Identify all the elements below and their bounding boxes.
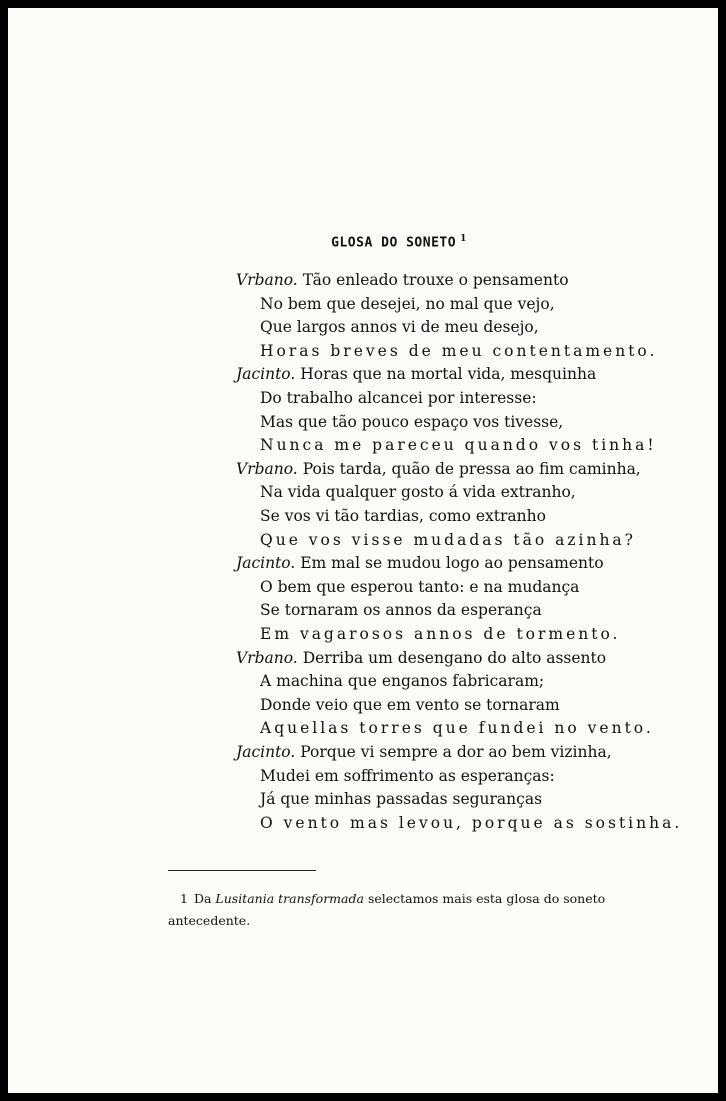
poem-line xyxy=(260,341,657,361)
verse-text: Mas que tão pouco espaço vos tivesse, xyxy=(260,412,564,431)
verse-text: Em mal se mudou logo ao pensamento xyxy=(300,554,604,573)
verse-text: Se tornaram os annos da esperança xyxy=(260,601,542,620)
footnote-rule xyxy=(168,870,316,871)
verse-text: Pois tarda, quão de pressa ao fim caminha, xyxy=(302,459,641,478)
poem-line xyxy=(260,388,537,408)
poem-line xyxy=(260,435,657,455)
poem-line xyxy=(236,742,612,762)
poem-line xyxy=(236,270,569,290)
verse-text: Aquellas torres que fundei no vento. xyxy=(260,719,654,738)
poem-line xyxy=(260,600,542,620)
verse-text: Horas breves de meu contentamento. xyxy=(260,341,658,360)
poem-line xyxy=(260,412,563,432)
poem-line xyxy=(236,553,604,573)
verse-text: Que largos annos vi de meu desejo, xyxy=(260,318,539,337)
footnote-work-title: Lusitania transformada xyxy=(215,891,364,906)
verse-text: Tão enleado trouxe o pensamento xyxy=(302,271,569,289)
verse-text: Na vida qualquer gosto á vida extranho, xyxy=(260,483,576,502)
speaker-name: Vrbano. xyxy=(236,271,298,289)
poem-line xyxy=(260,294,555,314)
page-title xyxy=(44,234,718,250)
verse-text: A machina que enganos fabricaram; xyxy=(260,672,545,691)
verse-text: No bem que desejei, no mal que vejo, xyxy=(260,294,555,313)
footnote-marker: 1 xyxy=(180,891,188,906)
speaker-name: Jacinto. xyxy=(236,743,296,761)
verse-text: Porque vi sempre a dor ao bem vizinha, xyxy=(300,743,612,761)
speaker-name: Vrbano. xyxy=(236,648,298,667)
poem-line xyxy=(260,530,636,550)
poem-line xyxy=(236,364,596,384)
verse-text: Derriba um desengano do alto assento xyxy=(302,648,607,667)
verse-text: Se vos vi tão tardias, como extranho xyxy=(260,507,546,525)
poem-line xyxy=(260,317,539,337)
poem-line xyxy=(260,624,621,644)
book-page xyxy=(8,8,718,1093)
poem-line xyxy=(260,577,579,597)
speaker-name: Jacinto. xyxy=(236,365,296,384)
verse-text: Horas que na mortal vida, mesquinha xyxy=(300,365,597,384)
speaker-name: Jacinto. xyxy=(236,554,296,573)
verse-text: O vento mas levou, porque as sostinha. xyxy=(260,813,683,832)
verse-text: Donde veio que em vento se tornaram xyxy=(260,695,560,714)
verse-text: Em vagarosos annos de tormento. xyxy=(260,625,621,643)
verse-text: Do trabalho alcancei por interesse: xyxy=(260,389,537,407)
title-text: GLOSA DO SONETO xyxy=(331,235,457,251)
poem-line xyxy=(260,813,682,833)
verse-text: O bem que esperou tanto: e na mudança xyxy=(260,577,580,596)
speaker-name: Vrbano. xyxy=(236,459,298,478)
poem-line xyxy=(260,671,544,691)
poem-line xyxy=(236,648,606,668)
verse-text: Que vos visse mudadas tão azinha? xyxy=(260,530,636,549)
verse-text: Mudei em soffrimento as esperanças: xyxy=(260,766,555,785)
title-footnote-marker: 1 xyxy=(460,234,467,244)
poem-line xyxy=(260,482,576,502)
poem-line xyxy=(260,766,555,786)
verse-text: Já que minhas passadas seguranças xyxy=(260,790,543,809)
poem-line xyxy=(260,695,560,715)
footnote-text: selectamos mais esta glosa do soneto antecedente. xyxy=(168,891,606,928)
poem-line xyxy=(260,789,542,809)
poem-line xyxy=(260,506,546,526)
verse-text: Nunca me pareceu quando vos tinha! xyxy=(260,436,657,455)
footnote-prefix: Da xyxy=(193,891,212,906)
poem-line xyxy=(260,718,654,738)
footnote xyxy=(168,888,638,932)
poem-line xyxy=(236,459,641,479)
